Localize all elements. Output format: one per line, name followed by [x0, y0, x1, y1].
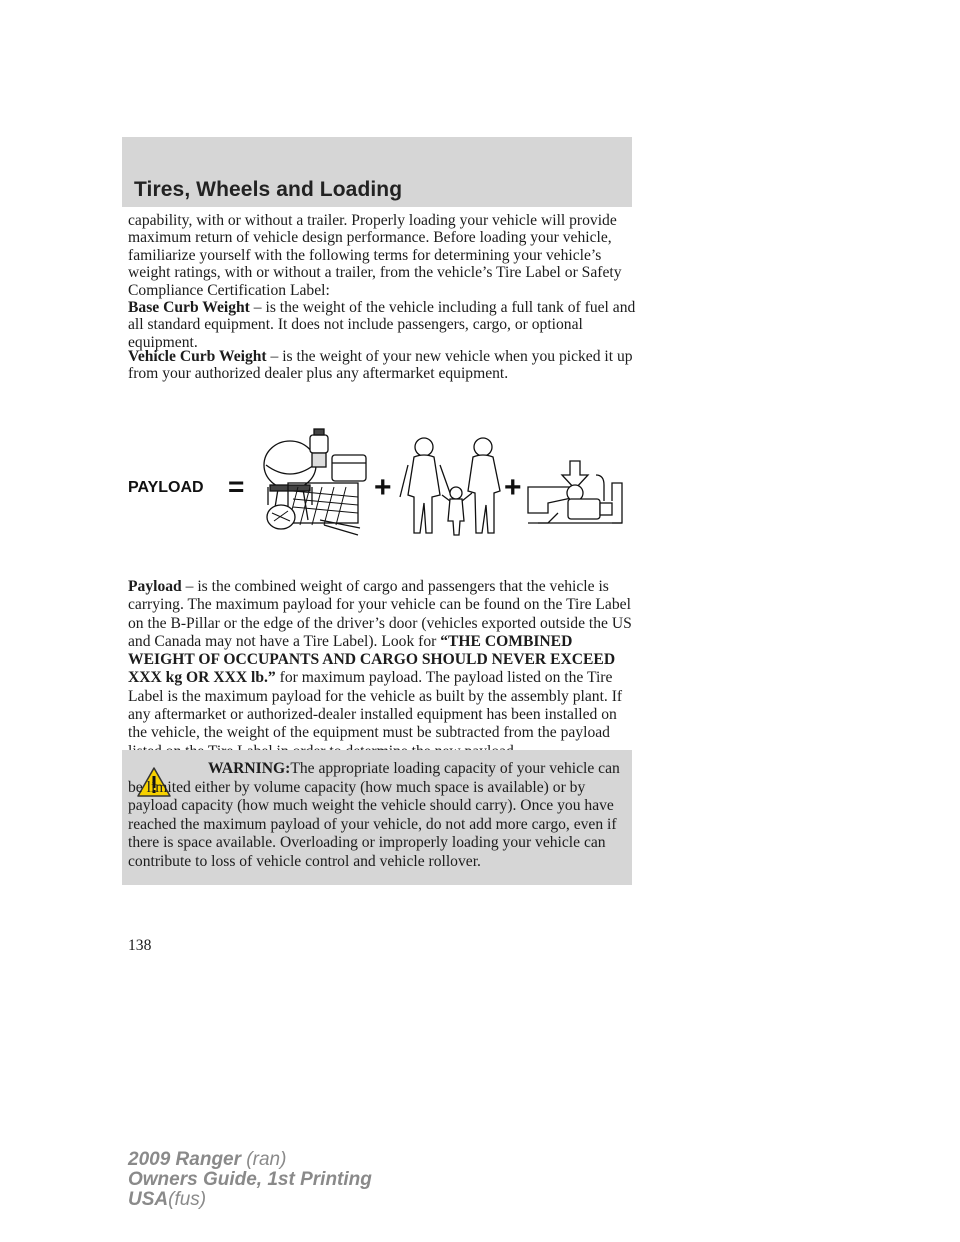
- base-curb-weight-term: Base Curb Weight: [128, 299, 250, 316]
- trailer-hitch-icon: [528, 461, 622, 523]
- plus-sign-1: +: [374, 471, 392, 504]
- vehicle-curb-weight-paragraph: [128, 348, 636, 383]
- payload-quote: “THE COMBINED WEIGHT OF OCCUPANTS AND CARGO SHOULD NEVER EXCEED XXX kg OR XXX lb.”: [128, 632, 616, 687]
- section-title: Tires, Wheels and Loading: [134, 178, 403, 201]
- payload-definition-2: for maximum payload. The payload listed on the Tire Label is the maximum payload for the vehicle as built by the assembly plant. If any aftermarket or authorized-dealer installed equipment has been installed on the vehicle, the weight of the equipment must be subtracted from the payload: [128, 669, 623, 742]
- footer-market: USA: [128, 1189, 169, 1210]
- payload-label: PAYLOAD: [128, 479, 204, 496]
- plus-sign-2: +: [504, 471, 522, 504]
- warning-label: WARNING:: [208, 760, 291, 777]
- footer-printing: Owners Guide, 1st Printing: [128, 1169, 372, 1190]
- passengers-icon: [400, 438, 500, 535]
- payload-term: Payload: [128, 578, 182, 595]
- base-curb-weight-definition: – is the weight of the vehicle including a full tank of fuel and all standard equipment. It does not include passengers, cargo, or optional equipment.: [128, 299, 636, 351]
- equals-sign: =: [228, 471, 245, 502]
- warning-box: [122, 750, 632, 885]
- cargo-icon: [264, 429, 366, 535]
- footer-market-code: (fus): [168, 1189, 207, 1210]
- payload-illustration: [128, 425, 628, 545]
- payload-definition-1: – is the combined weight of cargo and passengers that the vehicle is carrying. The maximum payload for your vehicle can be found on the Tire Label on the B-Pillar or the edge of the driver’s door (vehicles exported outside the US and Canada may not have a Tire Label). Look for: [128, 578, 632, 650]
- footer-model: 2009 Ranger: [128, 1149, 242, 1170]
- vehicle-curb-weight-definition: – is the weight of your new vehicle when you picked it up from your authorized dealer plus any aftermarket equipment.: [128, 348, 633, 383]
- warning-text: [128, 760, 628, 871]
- footer: [128, 1150, 372, 1210]
- payload-paragraph: [128, 578, 636, 761]
- vehicle-curb-weight-term: Vehicle Curb Weight: [128, 348, 267, 365]
- footer-model-code: (ran): [246, 1149, 287, 1170]
- base-curb-weight-paragraph: [128, 299, 636, 351]
- page-number: 138: [128, 937, 152, 954]
- warning-body: The appropriate loading capacity of your vehicle can be limited either by volume capacity (how much space is available) or by payload capacity (how much weight the vehicle should carry). Once you have reached the maximum payload of your vehicle, do not add more cargo, even if there is space available. Overloading or improperly loading your vehicle can contribute to loss of vehicle control and vehicle rollover.: [128, 760, 620, 870]
- intro-paragraph: capability, with or without a trailer. Properly loading your vehicle will provide maximum return of vehicle design performance. Before loading your vehicle, familiarize yourself with the following terms for determining your vehicle’s weight ratings, with or without a trailer, from the vehicle’s Tire Label or Safety Compliance Certification Label:: [128, 212, 622, 299]
